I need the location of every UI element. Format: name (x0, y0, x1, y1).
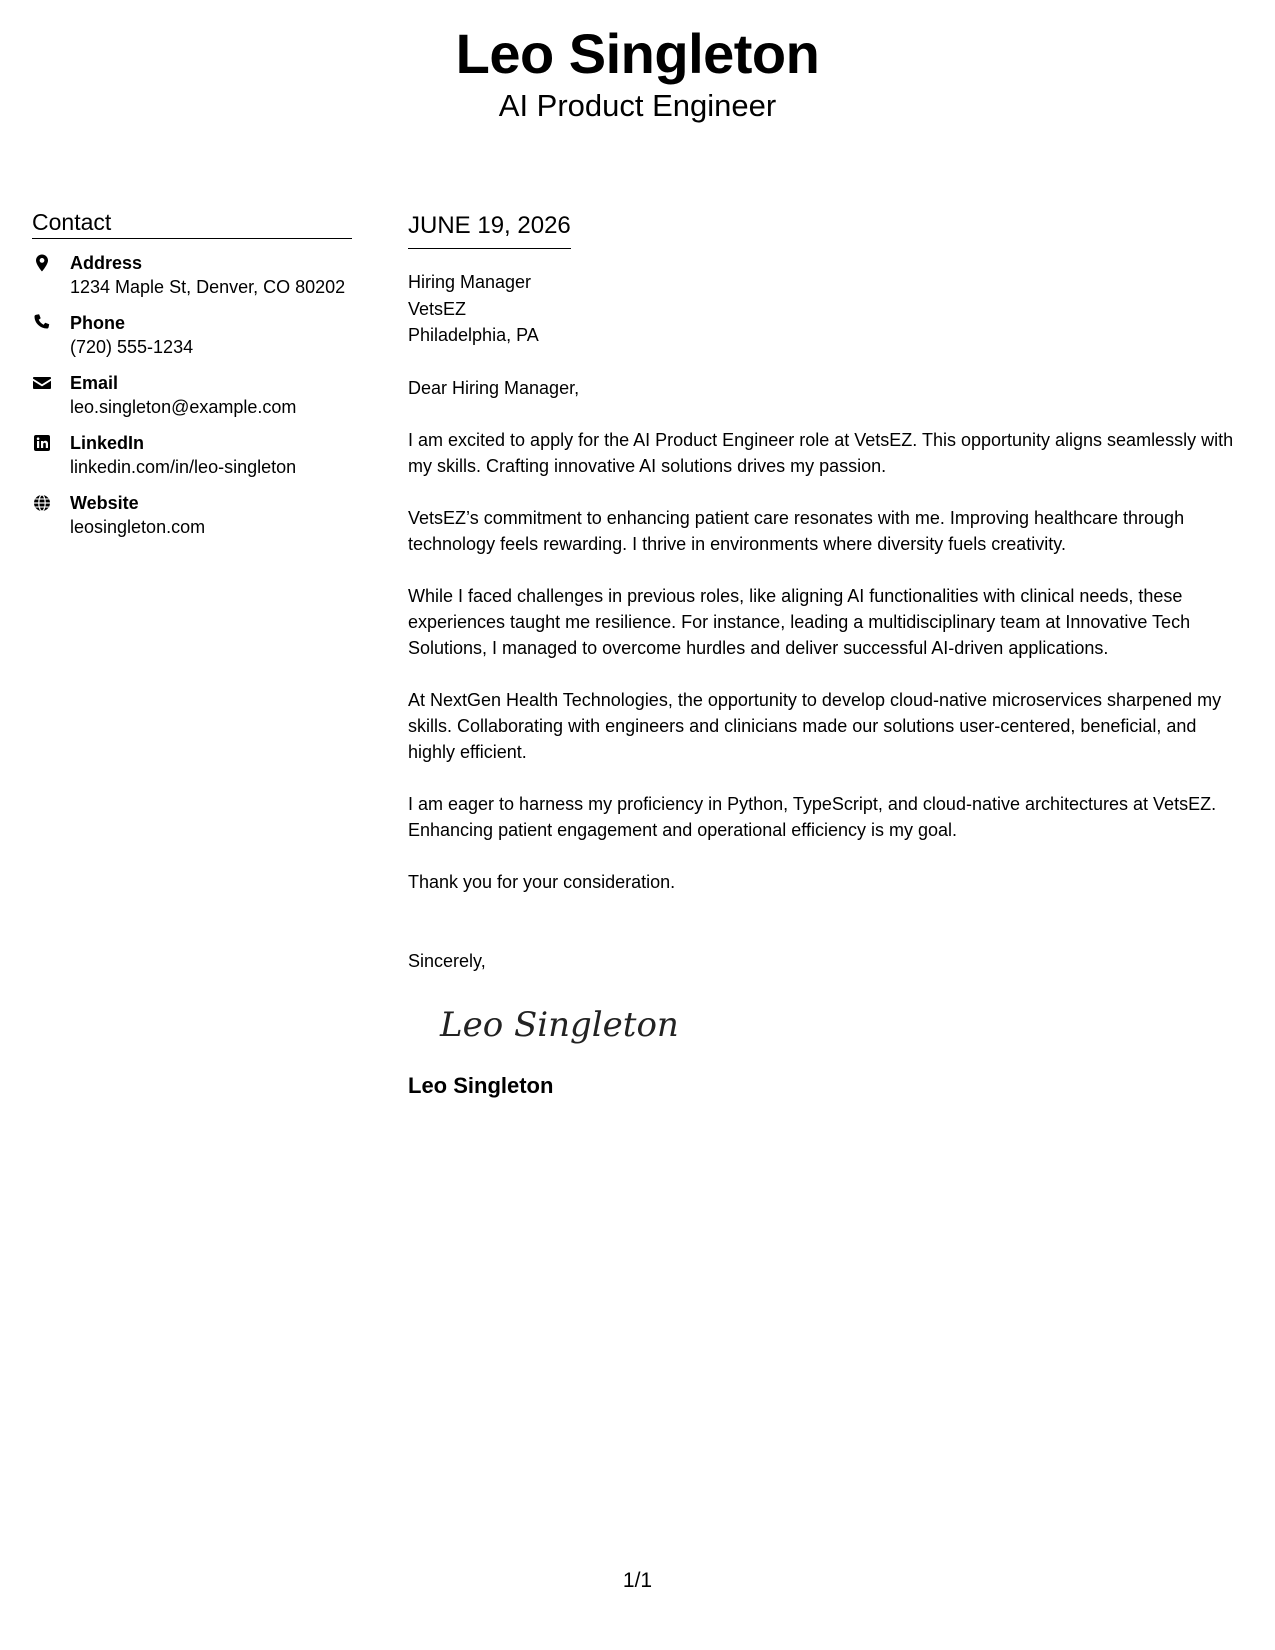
contact-label: Website (70, 493, 139, 513)
letter-header (0, 22, 1275, 124)
contact-section-title: Contact (32, 208, 352, 239)
contact-list (32, 251, 352, 539)
contact-value: linkedin.com/in/leo-singleton (70, 457, 297, 477)
contact-website (32, 491, 352, 539)
recipient-block (408, 269, 1248, 349)
handwritten-signature (438, 996, 1248, 1052)
recipient-line: Philadelphia, PA (408, 325, 539, 345)
sign-off: Sincerely, (408, 950, 486, 971)
contact-email (32, 371, 352, 419)
letter-body (408, 210, 1248, 1100)
page-number: 1/1 (622, 1569, 653, 1592)
contact-value: 1234 Maple St, Denver, CO 80202 (70, 277, 346, 297)
phone-icon (32, 313, 54, 335)
location-pin-icon (32, 253, 54, 275)
recipient-line: VetsEZ (408, 298, 467, 319)
body-paragraph: I am excited to apply for the AI Product Engineer role at VetsEZ. This opportunity aligns seamlessly with my skills. Crafting innovative AI solutions drives my passion. (408, 429, 1234, 476)
contact-label: Phone (70, 313, 126, 333)
applicant-title: AI Product Engineer (498, 88, 777, 123)
contact-phone (32, 311, 352, 359)
greeting: Dear Hiring Manager, (408, 377, 580, 398)
contact-address (32, 251, 352, 299)
signature-text: Leo Singleton (440, 1004, 679, 1045)
closing-line: Thank you for your consideration. (408, 871, 676, 892)
contact-sidebar (32, 208, 352, 551)
contact-label: LinkedIn (70, 433, 145, 453)
globe-icon (32, 493, 54, 515)
linkedin-icon (32, 433, 54, 455)
envelope-icon (32, 373, 54, 395)
body-paragraph: At NextGen Health Technologies, the opportunity to develop cloud-native microservices sharpened my skills. Collaborating with engineers and clinicians made our solutions user-centered, beneficial, and highly efficient. (408, 689, 1222, 762)
contact-label: Address (70, 253, 143, 273)
contact-linkedin (32, 431, 352, 479)
letter-date: JUNE 19, 2026 (408, 210, 571, 249)
recipient-line: Hiring Manager (408, 272, 532, 292)
body-paragraph: I am eager to harness my proficiency in Python, TypeScript, and cloud-native architectures at VetsEZ. Enhancing patient engagement and operational efficiency is my goal. (408, 793, 1217, 840)
body-paragraph: VetsEZ’s commitment to enhancing patient care resonates with me. Improving healthcare through technology feels rewarding. I thrive in environments where diversity fuels creativity. (408, 507, 1185, 554)
applicant-name: Leo Singleton (455, 22, 820, 85)
contact-value: leo.singleton@example.com (70, 397, 297, 417)
signer-name: Leo Singleton (408, 1072, 554, 1098)
contact-label: Email (70, 373, 119, 393)
contact-value: leosingleton.com (70, 517, 206, 537)
body-paragraph: While I faced challenges in previous roles, like aligning AI functionalities with clinical needs, these experiences taught me resilience. For instance, leading a multidisciplinary team at Innovative Tech Solutions, I managed to overcome hurdles and deliver successful AI-driven applications. (408, 585, 1191, 658)
contact-value: (720) 555-1234 (70, 337, 194, 357)
